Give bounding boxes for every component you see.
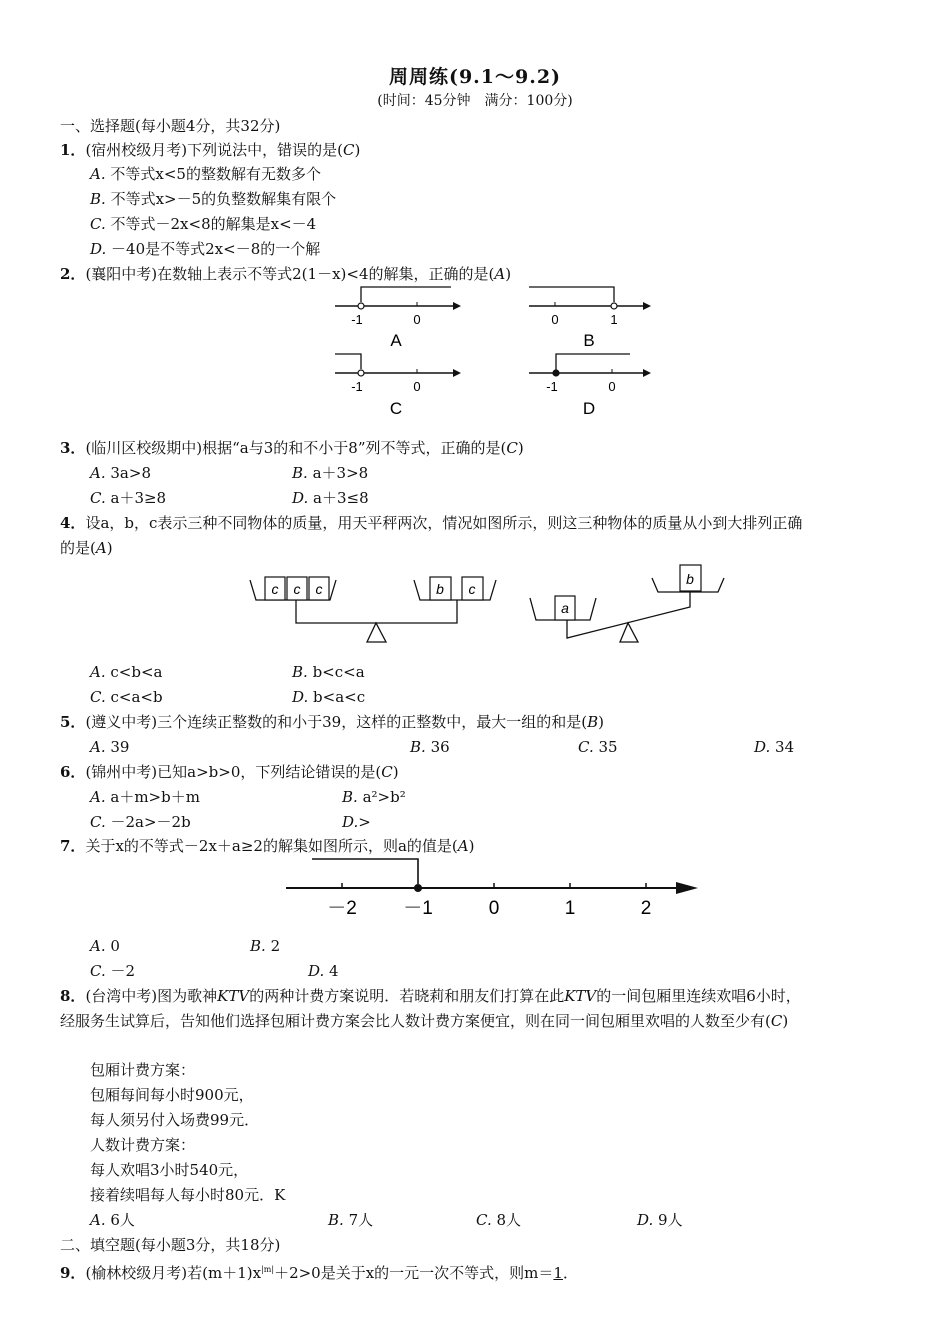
q5-option-b (410, 737, 450, 757)
option-text: a＋3≥8 (110, 489, 167, 507)
q3-option-b (292, 463, 368, 483)
option-text: 不等式－2x<8的解集是x<－4 (110, 215, 317, 233)
option-letter: B. (328, 1211, 344, 1229)
answer: C (770, 1012, 783, 1030)
q3-option-d (292, 488, 369, 508)
q4-option-c (90, 687, 163, 707)
option-label: C (389, 399, 403, 418)
question-4-stem (60, 513, 802, 533)
weight-label: c (468, 581, 476, 597)
paren: ) (517, 439, 524, 457)
closed-endpoint (553, 370, 559, 376)
option-letter: D. (90, 240, 107, 258)
option-text: 9人 (658, 1211, 683, 1229)
option-letter: C. (578, 738, 594, 756)
question-number: 4． (60, 514, 86, 532)
right-pan (414, 580, 496, 600)
q8-option-b (328, 1210, 373, 1230)
option-letter: C. (90, 688, 106, 706)
tilted-scale (530, 565, 724, 642)
option-text: 0 (110, 937, 120, 955)
exponent: |m| (261, 1265, 275, 1274)
page-title: 周周练(9.1～9.2) (388, 66, 562, 88)
answer: A (494, 265, 506, 283)
weight-label: c (315, 581, 323, 597)
option-label: B (583, 331, 595, 350)
paren: ) (468, 837, 475, 855)
weight-label: c (293, 581, 301, 597)
q3-option-c (90, 488, 166, 508)
option-letter: A. (90, 165, 106, 183)
tick-label: 0 (488, 898, 500, 919)
q7-option-a (90, 936, 120, 956)
option-letter: A. (90, 663, 106, 681)
balance-scales-figure (250, 560, 730, 650)
question-text: (锦州中考)已知a>b>0，下列结论错误的是( (85, 763, 382, 781)
q8-option-a (90, 1210, 135, 1230)
option-text: －40是不等式2x<－8的一个解 (111, 240, 321, 258)
plan-line: 每人须另付入场费99元． (90, 1111, 260, 1129)
q5-option-c (578, 737, 618, 757)
arrow-head (453, 302, 461, 310)
question-3-stem (60, 438, 524, 458)
question-number: 5． (60, 713, 86, 731)
question-text: 经服务生试算后，告知他们选择包厢计费方案会比人数计费方案便宜，则在同一间包厢里欢唱的人数至少有( (60, 1012, 771, 1030)
answer: C (506, 439, 518, 457)
q7-option-d (308, 961, 339, 981)
plan-line: 人数计费方案： (90, 1136, 196, 1154)
tick-label: 1 (610, 312, 618, 327)
option-text: 34 (775, 738, 795, 756)
question-9-stem (60, 1260, 578, 1283)
option-letter: C. (90, 489, 106, 507)
option-text: 2 (270, 937, 281, 955)
plan-line: 包厢计费方案： (90, 1061, 196, 1079)
balanced-scale (250, 577, 496, 642)
q5-option-d (754, 737, 794, 757)
question-text: ＋2>0是关于x的一元一次不等式，则m＝ (274, 1264, 554, 1282)
q7-number-line-figure (280, 856, 710, 922)
question-4-stem-cont (60, 538, 113, 558)
q4-option-b (292, 662, 365, 682)
question-number: 3． (60, 439, 86, 457)
answer: B (587, 713, 599, 731)
answer-blank: 1 (553, 1264, 563, 1282)
question-text: (台湾中考)图为歌神 (85, 987, 218, 1005)
option-label: A (390, 331, 402, 350)
weight-label: b (436, 581, 444, 597)
option-text: 35 (598, 738, 618, 756)
answer: C (381, 763, 393, 781)
paren: ) (782, 1012, 789, 1030)
tick-label: 0 (608, 379, 616, 394)
solution-bracket (312, 859, 418, 884)
question-7-stem (60, 836, 474, 856)
tick-label: 0 (413, 312, 421, 327)
question-number: 1． (60, 141, 86, 159)
tick-label: 1 (564, 898, 576, 919)
option-text: a＋m>b＋m (110, 788, 200, 806)
option-text: c<b<a (110, 663, 163, 681)
question-number: 6． (60, 763, 86, 781)
question-2-stem (60, 264, 511, 284)
arrow-head (453, 369, 461, 377)
option-text: 4 (329, 962, 339, 980)
question-number: 8． (60, 987, 86, 1005)
tick-label: －1 (403, 898, 433, 919)
option-text: 36 (430, 738, 450, 756)
option-text: －2a>－2b (110, 813, 191, 831)
question-text: (临川区校级期中)根据“a与3的和不小于8”列不等式，正确的是( (85, 439, 507, 457)
arrow-head (676, 882, 698, 894)
answer: A (457, 837, 469, 855)
paren: ) (505, 265, 512, 283)
paren: ) (106, 539, 113, 557)
tick-label: -1 (351, 312, 363, 327)
paren: ) (392, 763, 399, 781)
option-letter: D. (308, 962, 325, 980)
plan-line: 接着续唱每人每小时80元．K (90, 1186, 286, 1204)
option-letter: C. (90, 962, 106, 980)
section-heading-choice: 一、选择题(每小题4分，共32分) (60, 117, 281, 135)
option-letter: A. (90, 1211, 106, 1229)
option-letter: C. (90, 813, 106, 831)
option-letter: D. (754, 738, 771, 756)
option-letter: A. (90, 937, 106, 955)
option-letter: A. (90, 464, 106, 482)
page-subtitle: (时间：45分钟 满分：100分) (377, 93, 573, 109)
q6-option-b (342, 787, 406, 807)
number-line-a (335, 287, 461, 350)
q8-option-d (637, 1210, 683, 1230)
arrow-head (643, 302, 651, 310)
option-text: b<c<a (312, 663, 365, 681)
question-number: 9． (60, 1264, 86, 1282)
number-line-b (529, 287, 651, 350)
question-text: 设a，b，c表示三种不同物体的质量，用天平秤两次，情况如图所示，则这三种物体的质量从小到大排列正确 (85, 514, 803, 532)
option-label: D (582, 399, 596, 418)
option-text: 39 (110, 738, 130, 756)
answer: A (95, 539, 107, 557)
q7-option-c (90, 961, 135, 981)
option-text: 8人 (496, 1211, 522, 1229)
option-letter: C. (476, 1211, 492, 1229)
option-letter: B. (342, 788, 358, 806)
q1-option-d (90, 239, 320, 259)
q6-option-c (90, 812, 191, 832)
option-text: b<a<c (313, 688, 366, 706)
question-8-stem-cont (60, 1011, 788, 1031)
option-text: a＋3≤8 (313, 489, 369, 507)
arrow-head (643, 369, 651, 377)
q1-option-b (90, 189, 336, 209)
option-text: a＋3>8 (312, 464, 369, 482)
q8-option-c (476, 1210, 521, 1230)
q6-option-a (90, 787, 200, 807)
number-line-options-figure (325, 284, 665, 424)
q1-option-c (90, 214, 316, 234)
plan-line: 包厢每间每小时900元， (90, 1086, 254, 1104)
fulcrum (620, 623, 638, 642)
period: ． (562, 1264, 578, 1282)
weight-label: b (686, 571, 694, 587)
number-line-d (529, 354, 651, 418)
option-letter: B. (410, 738, 426, 756)
beam (296, 600, 457, 623)
ktv-text: KTV (217, 987, 250, 1005)
question-text: 的两种计费方案说明．若晓莉和朋友们打算在此 (249, 987, 565, 1005)
solution-bracket (529, 287, 614, 302)
weight-label: c (271, 581, 279, 597)
question-6-stem (60, 762, 399, 782)
q5-option-a (90, 737, 129, 757)
tick-label: 2 (640, 898, 652, 919)
closed-endpoint (414, 884, 422, 892)
option-letter: C. (90, 215, 106, 233)
q4-option-a (90, 662, 162, 682)
question-text: 关于x的不等式－2x＋a≥2的解集如图所示，则a的值是( (85, 837, 458, 855)
question-number: 7． (60, 837, 86, 855)
option-letter: D. (292, 688, 309, 706)
q4-option-d (292, 687, 365, 707)
question-text: 的一间包厢里连续欢唱6小时， (596, 987, 801, 1005)
option-text: 3a>8 (110, 464, 151, 482)
open-endpoint (358, 370, 364, 376)
solution-bracket (556, 354, 630, 370)
tick-label: －2 (327, 898, 357, 919)
section-heading-fill: 二、填空题(每小题3分，共18分) (60, 1236, 281, 1254)
option-letter: B. (292, 663, 308, 681)
question-number: 2． (60, 265, 86, 283)
option-text: c<a<b (110, 688, 163, 706)
option-letter: B. (250, 937, 266, 955)
option-text: 不等式x<5的整数解有无数多个 (110, 165, 321, 183)
q1-option-a (90, 164, 321, 184)
plan-line: 每人欢唱3小时540元， (90, 1161, 249, 1179)
tick-label: -1 (351, 379, 363, 394)
option-text: 6人 (110, 1211, 135, 1229)
question-text: (遵义中考)三个连续正整数的和小于39，这样的正整数中，最大一组的和是( (85, 713, 588, 731)
question-8-stem (60, 986, 801, 1006)
option-text: > (358, 813, 371, 831)
option-text: 不等式x>－5的负整数解集有限个 (110, 190, 337, 208)
tick-label: 0 (551, 312, 559, 327)
option-letter: D. (342, 813, 359, 831)
option-letter: A. (90, 788, 106, 806)
q6-option-d (342, 812, 371, 832)
question-text: 的是( (60, 539, 96, 557)
open-endpoint (358, 303, 364, 309)
tick-label: -1 (546, 379, 558, 394)
option-letter: A. (90, 738, 106, 756)
answer: C (343, 141, 355, 159)
question-1-stem (60, 140, 360, 160)
option-letter: D. (292, 489, 309, 507)
paren: ) (354, 141, 361, 159)
option-letter: B. (292, 464, 308, 482)
option-text: －2 (110, 962, 136, 980)
q3-option-a (90, 463, 151, 483)
fulcrum (367, 623, 386, 642)
option-letter: B. (90, 190, 106, 208)
ktv-text: KTV (564, 987, 597, 1005)
question-text: (宿州校级月考)下列说法中，错误的是( (85, 141, 343, 159)
question-5-stem (60, 712, 604, 732)
weight-label: a (561, 600, 569, 616)
question-text: (榆林校级月考)若(m＋1)x (85, 1264, 262, 1282)
option-letter: D. (637, 1211, 654, 1229)
paren: ) (598, 713, 604, 731)
tick-label: 0 (413, 379, 421, 394)
question-text: (襄阳中考)在数轴上表示不等式2(1－x)<4的解集，正确的是( (85, 265, 495, 283)
solution-bracket (335, 354, 361, 369)
option-text: a²>b² (362, 788, 406, 806)
option-text: 7人 (348, 1211, 374, 1229)
solution-bracket (361, 287, 451, 302)
open-endpoint (611, 303, 617, 309)
q7-option-b (250, 936, 280, 956)
number-line-c (335, 354, 461, 418)
